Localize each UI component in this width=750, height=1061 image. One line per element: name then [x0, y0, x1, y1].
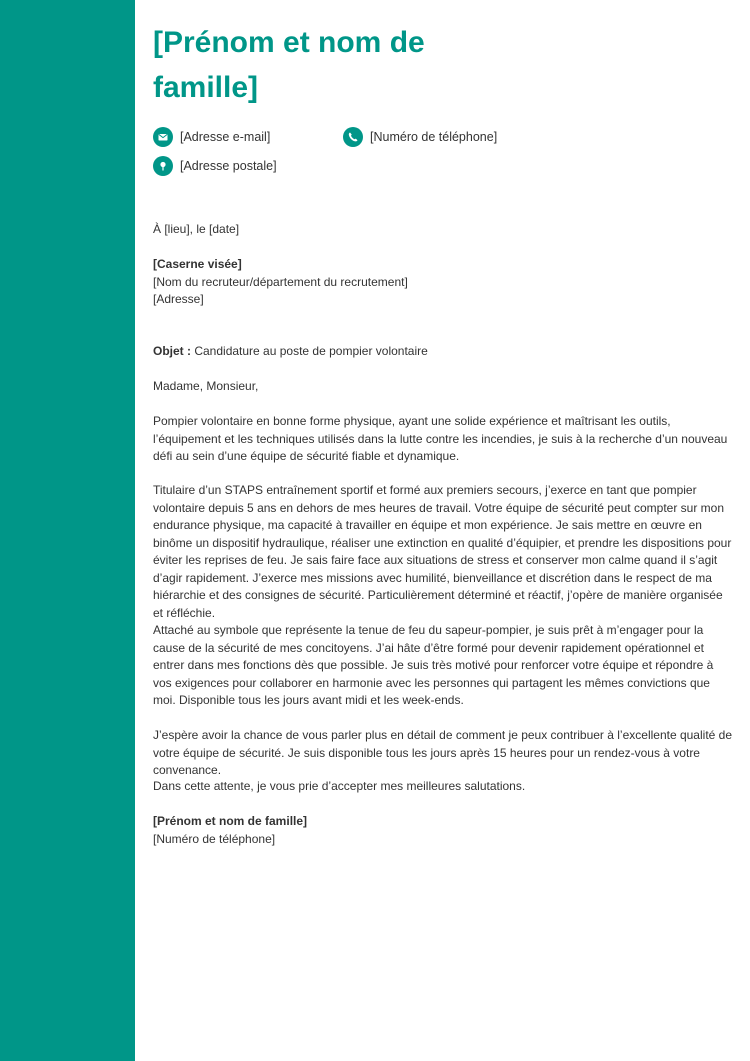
contact-address-text: [Adresse postale]	[180, 159, 277, 173]
subject-label: Objet :	[153, 344, 191, 358]
body-paragraph-1: Pompier volontaire en bonne forme physique, ayant une solide expérience et maîtrisant les outils, l’équipement et les techniques utilisés dans la lutte contre les incendies, je suis à la recherche d’un nouveau défi au sein d’une équipe de sécurité fiable et dynamique.	[153, 414, 728, 463]
contact-email	[153, 127, 270, 147]
signature-block	[153, 813, 733, 848]
contact-email-text: [Adresse e-mail]	[180, 130, 271, 144]
signature-phone: [Numéro de téléphone]	[153, 831, 276, 846]
contact-phone-text: [Numéro de téléphone]	[370, 130, 498, 144]
date-line: À [lieu], le [date]	[153, 222, 240, 236]
subject-text: Candidature au poste de pompier volontaire	[191, 344, 428, 358]
sender-name-title: [Prénom et nom de famille]	[153, 26, 425, 104]
location-pin-icon	[153, 156, 173, 176]
recipient-recruiter: [Nom du recruteur/département du recrutement]	[153, 274, 408, 289]
recipient-address: [Adresse]	[153, 292, 204, 306]
envelope-icon	[153, 127, 173, 147]
phone-icon	[343, 127, 363, 147]
body-paragraph-2: Titulaire d’un STAPS entraînement sportif et formé aux premiers secours, j’exerce en tant que pompier volontaire depuis 5 ans en dehors de mes heures de travail. Votre équipe de sécurité peut compter sur mon endurance physique, ma capacité à travailler en équipe et mon expérience. Je sais mettre en œuvre en binôme un dispositif hydraulique, réaliser une extinction en qualité d’équipier, et prendre les dispositions pour éviter les reprises de feu. Je sais faire face aux situations de stress et conserver mon calme quand il s’agit d’agir rapidement. J’exerce mes missions avec humilité, bienveillance et discrétion dans le respect de ma hiérarchie et des consignes de sécurité. Particulièrement déterminé et réactif, j’opère de manière organisée et réfléchie.	[153, 483, 732, 620]
subject-line	[153, 343, 733, 361]
contact-phone	[343, 127, 497, 147]
closing-paragraph: Dans cette attente, je vous prie d’accepter mes meilleures salutations.	[153, 779, 526, 793]
body-paragraph-4: J’espère avoir la chance de vous parler plus en détail de comment je peux contribuer à l’excellente qualité de votre équipe de sécurité. Je suis disponible tous les jours après 15 heures pour un rendez-vous à votre convenance.	[153, 728, 733, 777]
contact-address	[153, 156, 277, 176]
salutation: Madame, Monsieur,	[153, 379, 259, 393]
body-paragraph-3: Attaché au symbole que représente la tenue de feu du sapeur-pompier, je suis prêt à m’engager pour la cause de la sécurité de mes concitoyens. J’ai hâte d’être formé pour devenir rapidement opérationnel et entrer dans mes fonctions dès que possible. Je suis très motivé pour renforcer votre équipe et répondre à vos exigences pour collaborer en harmonie avec les personnes qui partagent les mêmes convictions que moi. Disponible tous les jours avant midi et les week-ends.	[153, 623, 714, 707]
signature-name: [Prénom et nom de famille]	[153, 814, 308, 828]
recipient-block	[153, 256, 733, 309]
accent-sidebar	[0, 0, 135, 1061]
recipient-station: [Caserne visée]	[153, 257, 242, 271]
